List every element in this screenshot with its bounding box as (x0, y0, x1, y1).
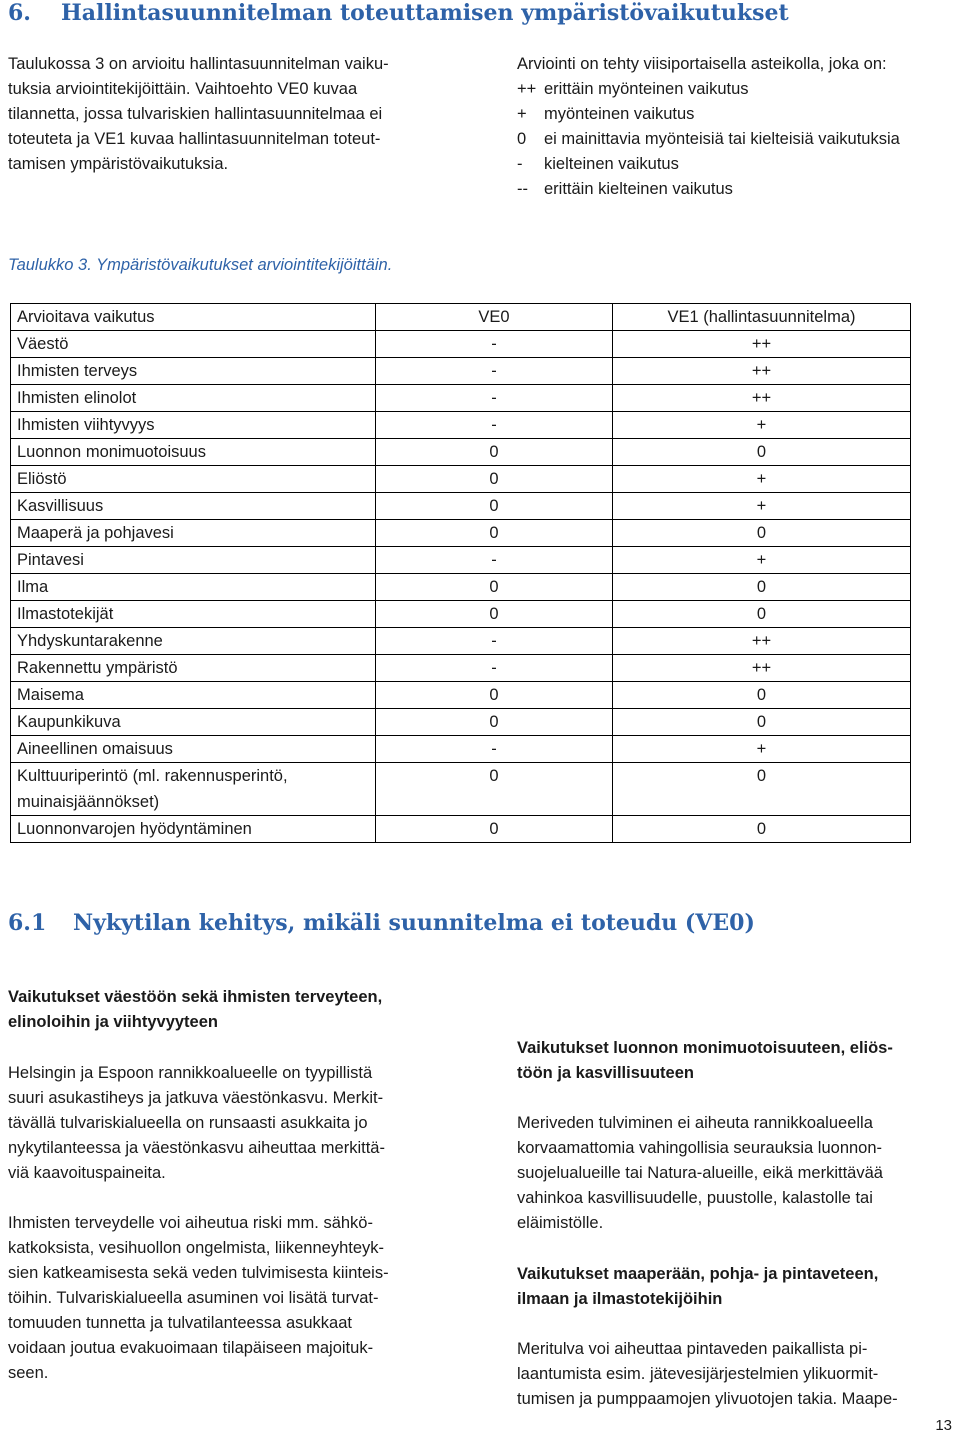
scale-text: kielteinen vaikutus (544, 155, 679, 173)
table-row (11, 682, 911, 709)
right-heading-line: ilmaan ja ilmastotekijöihin (517, 1290, 723, 1308)
table-row (11, 763, 911, 816)
cell-factor: Luonnonvarojen hyödyntäminen (11, 816, 376, 843)
subsection-heading (8, 909, 755, 937)
intro-line: tilannetta, jossa tulvariskien hallintasuunnitelmaa ei (8, 105, 383, 123)
table-header-row (11, 304, 911, 331)
cell-ve0: 0 (376, 682, 613, 709)
text-line: Helsingin ja Espoon rannikkoalueelle on tyypillistä (8, 1064, 373, 1082)
right-heading-soil-water (517, 1262, 957, 1312)
cell-ve0: 0 (376, 816, 613, 843)
subsection-number: 6.1 (8, 910, 47, 936)
section-title: Hallintasuunnitelman toteuttamisen ympäristövaikutukset (61, 0, 789, 26)
cell-factor: Kaupunkikuva (11, 709, 376, 736)
cell-factor: Väestö (11, 331, 376, 358)
table-row (11, 709, 911, 736)
cell-ve0: 0 (376, 493, 613, 520)
cell-factor: Ihmisten viihtyvyys (11, 412, 376, 439)
cell-factor: Aineellinen omaisuus (11, 736, 376, 763)
text-line: katkoksista, vesihuollon ongelmista, liikenneyhteyk- (8, 1239, 385, 1257)
cell-ve0: 0 (376, 763, 613, 816)
scale-item (517, 177, 957, 202)
cell-ve0: - (376, 736, 613, 763)
cell-ve0: - (376, 412, 613, 439)
cell-ve1: ++ (613, 385, 911, 412)
cell-ve0: 0 (376, 601, 613, 628)
cell-ve1: + (613, 547, 911, 574)
cell-ve1: ++ (613, 655, 911, 682)
cell-ve1: 0 (613, 439, 911, 466)
text-line: Meriveden tulviminen ei aiheuta rannikkoalueella (517, 1114, 873, 1132)
table-row (11, 520, 911, 547)
cell-ve0: - (376, 547, 613, 574)
cell-ve1: 0 (613, 574, 911, 601)
table-row (11, 493, 911, 520)
cell-ve1: 0 (613, 682, 911, 709)
cell-ve0: - (376, 628, 613, 655)
left-paragraph-health (8, 1211, 468, 1386)
left-heading-line: Vaikutukset väestöön sekä ihmisten terveyteen, (8, 988, 383, 1006)
intro-paragraph (8, 52, 488, 177)
table-row (11, 547, 911, 574)
scale-symbol: - (517, 155, 523, 173)
right-paragraph-water (517, 1337, 957, 1412)
table-row (11, 439, 911, 466)
intro-line: Taulukossa 3 on arvioitu hallintasuunnitelman vaiku- (8, 55, 389, 73)
cell-ve1: 0 (613, 763, 911, 816)
scale-symbol: 0 (517, 130, 527, 148)
text-line: laantumista esim. jätevesijärjestelmien ylikuormit- (517, 1365, 879, 1383)
table-row (11, 358, 911, 385)
table-caption: Taulukko 3. Ympäristövaikutukset arviointitekijöittäin. (8, 256, 393, 274)
header-ve0: VE0 (376, 304, 613, 331)
header-factor: Arvioitava vaikutus (11, 304, 376, 331)
cell-factor: Eliöstö (11, 466, 376, 493)
scale-item (517, 77, 957, 102)
left-heading (8, 985, 468, 1035)
intro-line: tamisen ympäristövaikutuksia. (8, 155, 229, 173)
scale-text: myönteinen vaikutus (544, 105, 695, 123)
cell-factor: Ihmisten elinolot (11, 385, 376, 412)
cell-ve1: + (613, 412, 911, 439)
text-line: voidaan joutua evakuoimaan tilapäiseen majoituk- (8, 1339, 374, 1357)
cell-factor: Ilmastotekijät (11, 601, 376, 628)
cell-factor: Maaperä ja pohjavesi (11, 520, 376, 547)
cell-ve0: 0 (376, 709, 613, 736)
cell-ve0: - (376, 655, 613, 682)
left-heading-line: elinoloihin ja viihtyvyyteen (8, 1013, 218, 1031)
table-row (11, 331, 911, 358)
scale-symbol: -- (517, 180, 528, 198)
cell-ve1: 0 (613, 709, 911, 736)
scale-symbol: + (517, 105, 527, 123)
left-paragraph-population (8, 1061, 468, 1186)
table-row (11, 628, 911, 655)
right-heading-line: Vaikutukset maaperään, pohja- ja pintaveteen, (517, 1265, 879, 1283)
cell-factor: Pintavesi (11, 547, 376, 574)
scale-text: ei mainittavia myönteisiä tai kielteisiä vaikutuksia (544, 130, 900, 148)
scale-text: erittäin kielteinen vaikutus (544, 180, 733, 198)
cell-ve0: - (376, 331, 613, 358)
section-number: 6. (8, 0, 31, 26)
cell-factor: Rakennettu ympäristö (11, 655, 376, 682)
cell-factor: Kulttuuriperintö (ml. rakennusperintö, muinaisjäännökset) (11, 763, 376, 816)
scale-item (517, 102, 957, 127)
text-line: seen. (8, 1364, 49, 1382)
table-row (11, 412, 911, 439)
text-line: Meritulva voi aiheuttaa pintaveden paikallista pi- (517, 1340, 868, 1358)
cell-factor: Ihmisten terveys (11, 358, 376, 385)
page-number: 13 (935, 1417, 952, 1434)
cell-ve1: 0 (613, 520, 911, 547)
right-heading-biodiversity (517, 1036, 957, 1086)
cell-ve1: ++ (613, 358, 911, 385)
cell-ve1: + (613, 736, 911, 763)
intro-line: toteuteta ja VE1 kuvaa hallintasuunnitelman toteut- (8, 130, 381, 148)
cell-ve1: + (613, 493, 911, 520)
cell-ve0: 0 (376, 439, 613, 466)
cell-factor: Yhdyskuntarakenne (11, 628, 376, 655)
text-line: Ihmisten terveydelle voi aiheutua riski mm. sähkö- (8, 1214, 373, 1232)
right-heading-line: töön ja kasvillisuuteen (517, 1064, 694, 1082)
table-row (11, 466, 911, 493)
right-paragraph-nature (517, 1111, 957, 1236)
cell-ve0: - (376, 385, 613, 412)
table-row (11, 816, 911, 843)
right-heading-line: Vaikutukset luonnon monimuotoisuuteen, eliös- (517, 1039, 893, 1057)
cell-ve1: ++ (613, 628, 911, 655)
cell-ve0: 0 (376, 520, 613, 547)
scale-text: erittäin myönteinen vaikutus (544, 80, 749, 98)
cell-ve0: 0 (376, 466, 613, 493)
cell-ve0: - (376, 358, 613, 385)
table-row (11, 385, 911, 412)
text-line: eläimistölle. (517, 1214, 604, 1232)
text-line: tävällä tulvariskialueella on runsaasti asukkaita jo (8, 1114, 368, 1132)
intro-line: tuksia arviointitekijöittäin. Vaihtoehto VE0 kuvaa (8, 80, 358, 98)
text-line: tumisen ja pumppaamojen ylivuotojen takia. Maape- (517, 1390, 898, 1408)
text-line: tomuuden tunnetta ja tulvatilanteessa asukkaat (8, 1314, 352, 1332)
text-line: nykytilanteessa ja väestönkasvu aiheuttaa merkittä- (8, 1139, 385, 1157)
header-ve1: VE1 (hallintasuunnitelma) (613, 304, 911, 331)
scale-symbol: ++ (517, 80, 537, 98)
text-line: sien katkeamisesta sekä veden tulvimisesta kiinteis- (8, 1264, 389, 1282)
section-heading (8, 0, 789, 27)
text-line: vahinkoa kasvillisuudelle, puustolle, kalastolle tai (517, 1189, 873, 1207)
rating-scale-list (517, 77, 957, 202)
table-row (11, 601, 911, 628)
text-line: suuri asukastiheys ja jatkuva väestönkasvu. Merkit- (8, 1089, 384, 1107)
rating-scale-intro: Arviointi on tehty viisiportaisella asteikolla, joka on: (517, 55, 887, 73)
table-row (11, 574, 911, 601)
cell-ve0: 0 (376, 574, 613, 601)
cell-ve1: + (613, 466, 911, 493)
cell-ve1: 0 (613, 816, 911, 843)
text-line: viä kaavoituspaineita. (8, 1164, 166, 1182)
subsection-title: Nykytilan kehitys, mikäli suunnitelma ei toteudu (VE0) (73, 910, 755, 936)
impact-table (10, 303, 911, 843)
text-line: töihin. Tulvariskialueella asuminen voi lisätä turvat- (8, 1289, 379, 1307)
cell-factor: Ilma (11, 574, 376, 601)
scale-item (517, 127, 957, 152)
cell-ve1: ++ (613, 331, 911, 358)
text-line: suojelualueille tai Natura-alueille, eikä merkittävää (517, 1164, 883, 1182)
table-row (11, 655, 911, 682)
table-row (11, 736, 911, 763)
cell-factor: Maisema (11, 682, 376, 709)
cell-factor: Kasvillisuus (11, 493, 376, 520)
scale-item (517, 152, 957, 177)
cell-factor: Luonnon monimuotoisuus (11, 439, 376, 466)
cell-ve1: 0 (613, 601, 911, 628)
text-line: korvaamattomia vahingollisia seurauksia luonnon- (517, 1139, 883, 1157)
